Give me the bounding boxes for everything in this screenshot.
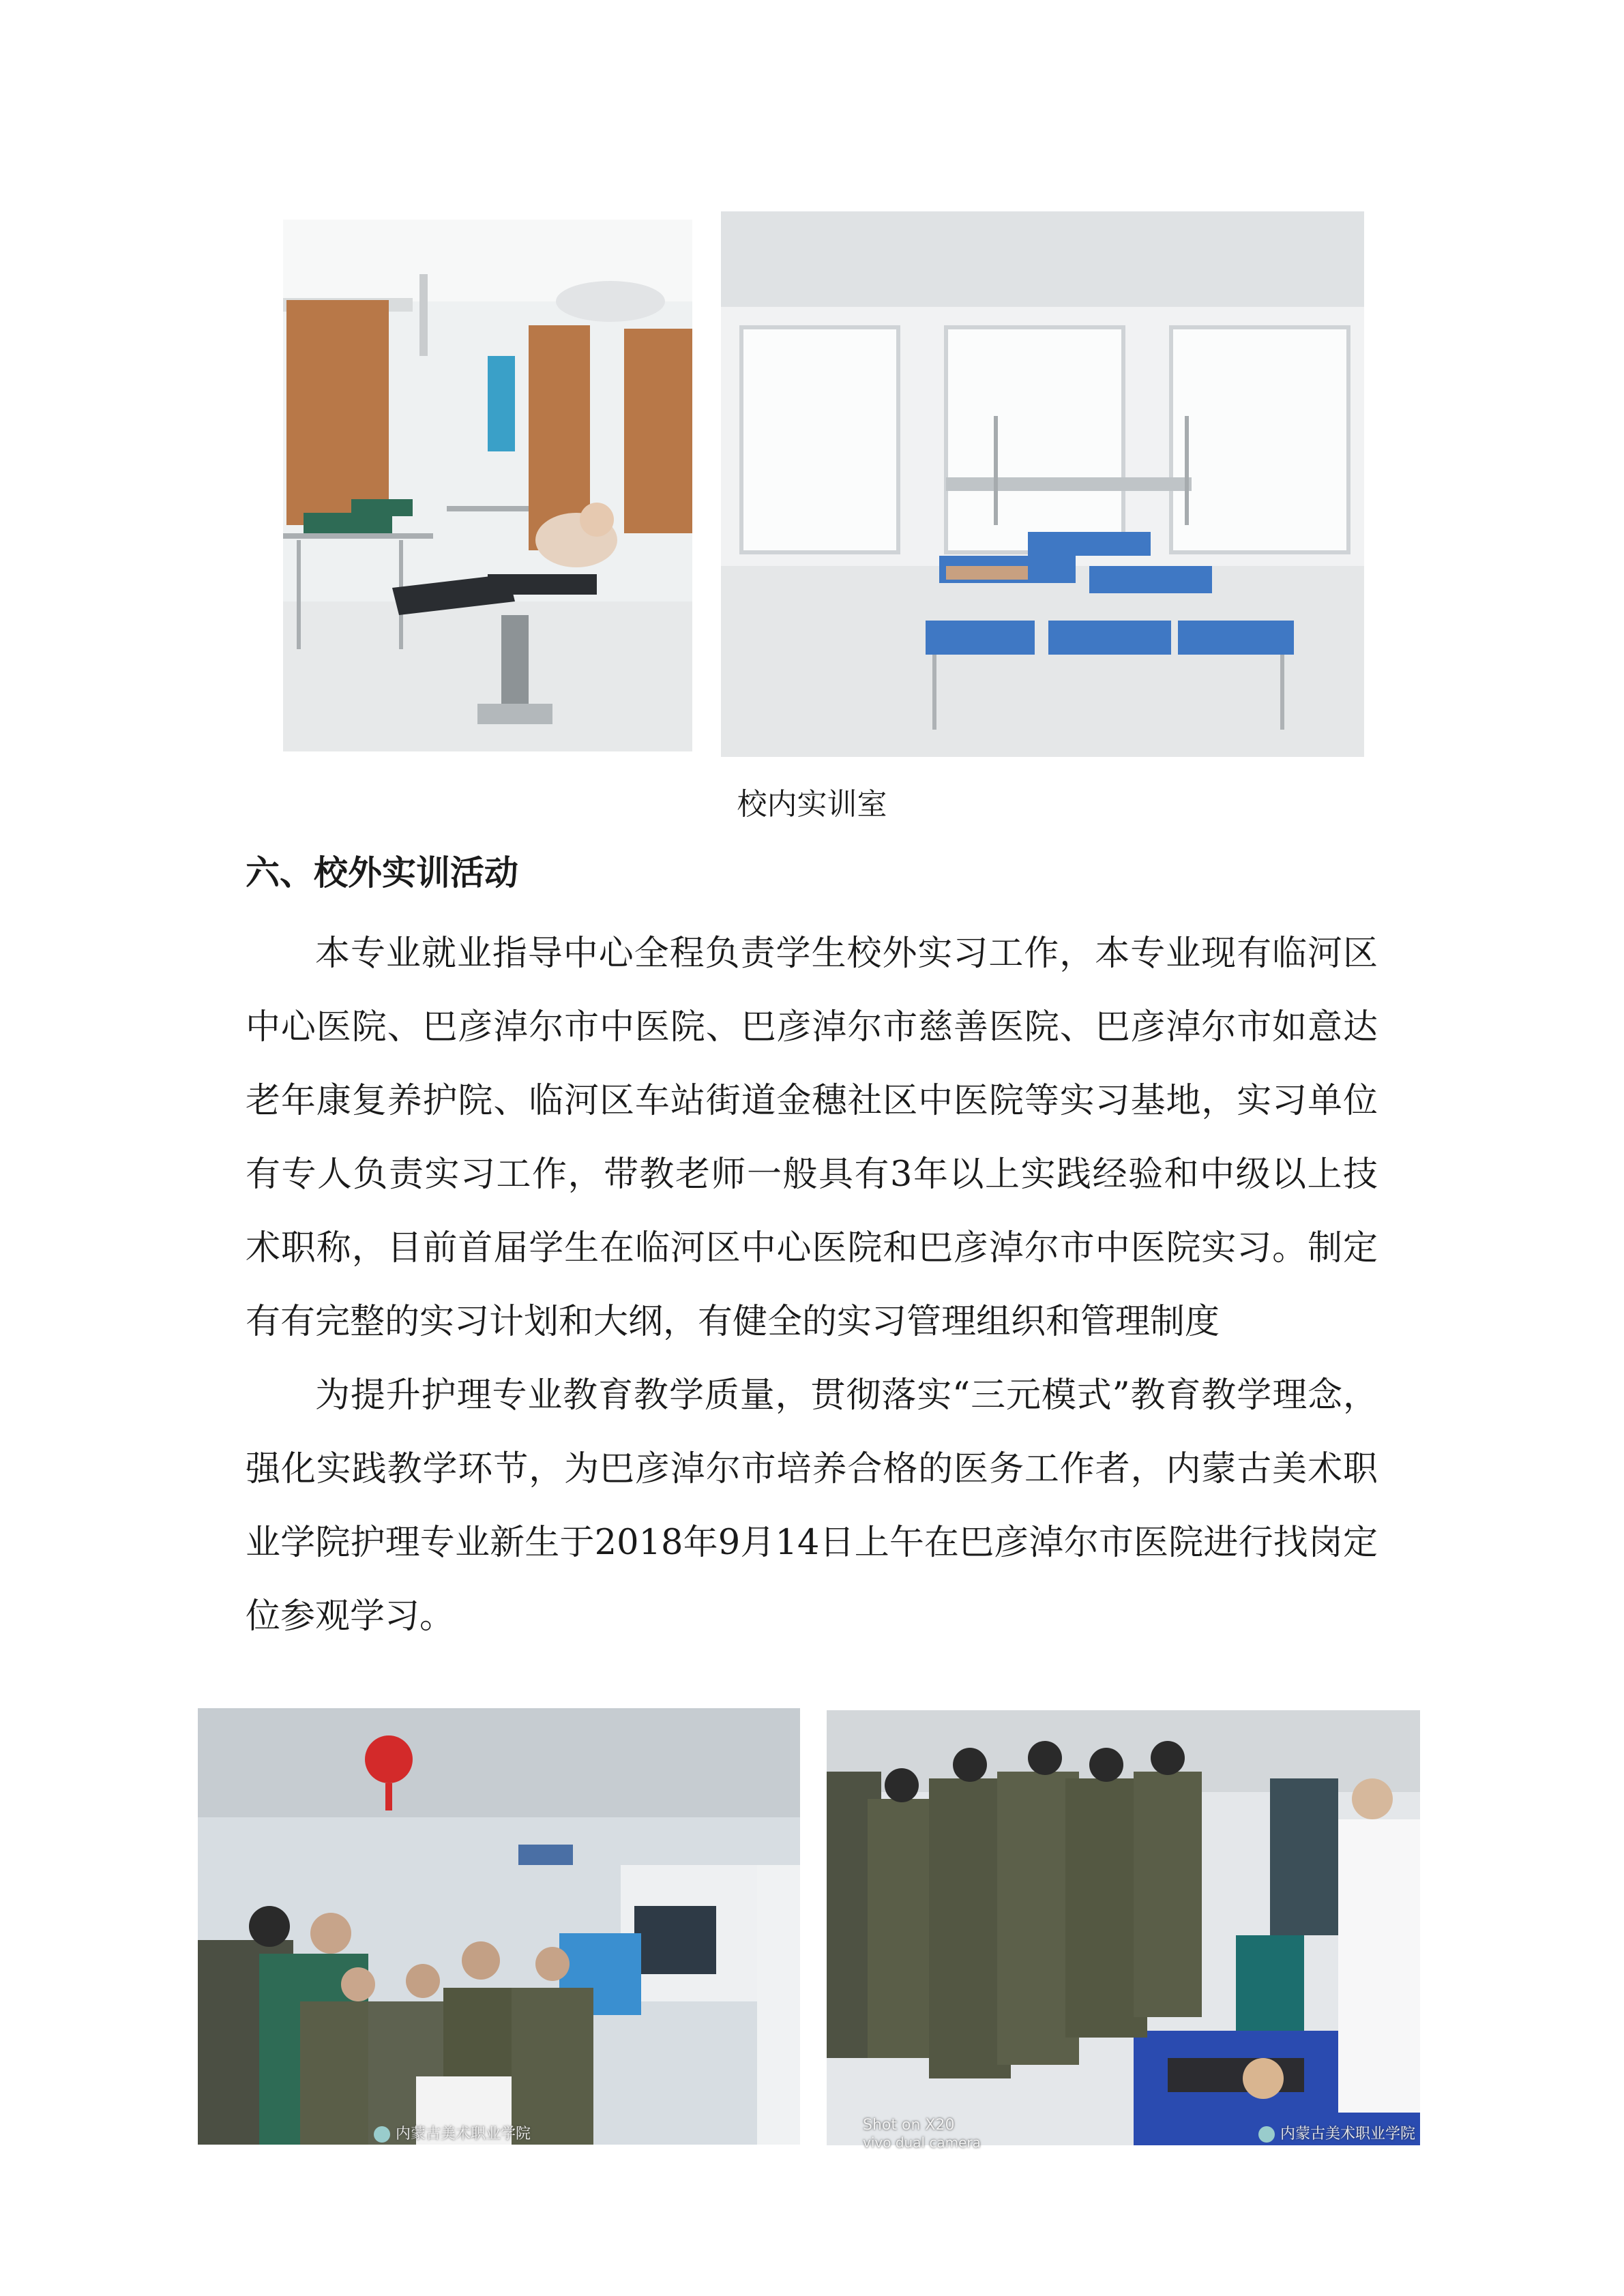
watermark-right-tag [1258, 2122, 1415, 2143]
photo-watermark-left [374, 2122, 790, 2143]
photo-cpr-demo [827, 1710, 1420, 2145]
photo-operating-room [283, 220, 692, 751]
figure-caption: 校内实训室 [737, 787, 887, 822]
paragraph-hospital-visit: 为提升护理专业教育教学质量，贯彻落实“三元模式”教育教学理念，强化实践教学环节，为巴彦淖尔市培养合格的医务工作者，内蒙古美术职业学院护理专业新生于2018年9月14日上午在巴彦淖尔市医院进行找岗定位参观学习。 [246, 1375, 1378, 1637]
wechat-icon [374, 2126, 390, 2143]
wechat-icon [1258, 2126, 1275, 2143]
body-text [246, 917, 1378, 1654]
photo-ward-visit [198, 1708, 800, 2145]
camera-watermark-line1: Shot on X20 [863, 2117, 955, 2134]
watermark-right-text: 内蒙古美术职业学院 [1280, 2126, 1415, 2143]
camera-watermark-line2: vivo dual camera [863, 2134, 981, 2151]
watermark-left-text: 内蒙古美术职业学院 [396, 2126, 531, 2143]
paragraph-internship: 本专业就业指导中心全程负责学生校外实习工作，本专业现有临河区中心医院、巴彦淖尔市中医院、巴彦淖尔市慈善医院、巴彦淖尔市如意达老年康复养护院、临河区车站街道金穗社区中医院等实习基地，实习单位有专人负责实习工作，带教老师一般具有3年以上实践经验和中级以上技术职称，目前首届学生在临河区中心医院和巴彦淖尔市中医院实习。制定有有完整的实习计划和大纲，有健全的实习管理组织和管理制度 [246, 934, 1378, 1342]
section-heading: 六、校外实训活动 [246, 853, 518, 893]
photo-rehab-room [721, 211, 1364, 757]
